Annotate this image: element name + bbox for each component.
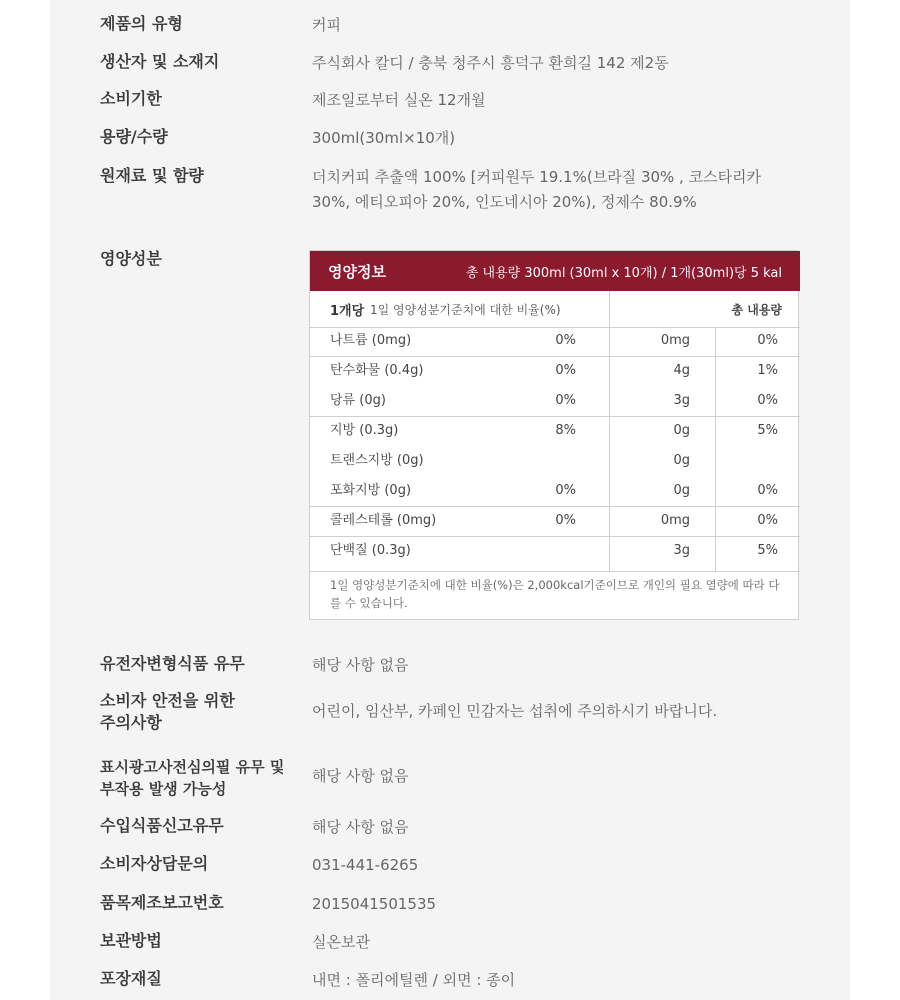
row-value: 제조일로부터 실온 12개월: [312, 91, 486, 109]
row-label: 생산자 및 소재지: [100, 52, 220, 71]
divider: [310, 356, 800, 357]
nutrient-total-pct: 0%: [757, 333, 778, 348]
row-label: 소비기한: [100, 89, 162, 108]
nutrition-title: 영양정보: [328, 263, 386, 281]
divider: [310, 416, 800, 417]
nutrient-total-pct: 0%: [757, 483, 778, 498]
nutrient-name: 포화지방 (0g): [330, 483, 412, 498]
row-value: 커피: [312, 16, 341, 34]
nutrition-footnote: 1일 영양성분기준치에 대한 비율(%)은 2,000kcal기준이므로 개인의 필요 열량에 따라 다를 수 있습니다.: [330, 578, 780, 610]
nutrient-total-pct: 5%: [757, 423, 778, 438]
divider: [310, 536, 800, 537]
nutrient-amount: 0g: [673, 453, 690, 468]
nutrient-pct: 0%: [555, 513, 576, 528]
nutrient-amount: 0mg: [660, 333, 690, 348]
nutrient-name: 지방 (0.3g): [330, 423, 399, 438]
row-value: 실온보관: [312, 933, 370, 951]
row-value: 031-441-6265: [312, 856, 419, 874]
divider: [310, 506, 800, 507]
nutrient-amount: 0g: [673, 423, 690, 438]
row-label: 용량/수량: [100, 127, 168, 146]
row-value: 어린이, 임산부, 카페인 민감자는 섭취에 주의하시기 바랍니다.: [312, 702, 718, 720]
nutrient-total-pct: 0%: [757, 393, 778, 408]
nutrient-amount: 0mg: [660, 513, 690, 528]
row-label: 유전자변형식품 유무: [100, 654, 245, 673]
row-value: 내면 : 폴리에틸렌 / 외면 : 종이: [312, 971, 516, 989]
divider: [310, 571, 800, 572]
row-label: 원재료 및 함량: [100, 166, 204, 185]
nutrition-header: [310, 251, 800, 291]
nutrient-name: 콜레스테롤 (0mg): [330, 513, 437, 528]
nutrition-table: [309, 250, 799, 620]
daily-ratio-label: 1일 영양성분기준치에 대한 비율(%): [370, 303, 561, 317]
nutrition-serving: 총 내용량 300ml (30ml x 10개) / 1개(30ml)당 5 kal: [465, 266, 782, 281]
row-label: 포장재질: [100, 969, 162, 988]
nutrient-amount: 0g: [673, 483, 690, 498]
row-label: 소비자 안전을 위한 주의사항: [100, 691, 235, 732]
row-label: 품목제조보고번호: [100, 893, 224, 912]
nutrient-pct: 0%: [555, 393, 576, 408]
nutrient-name: 탄수화물 (0.4g): [330, 363, 424, 378]
row-value: 해당 사항 없음: [312, 767, 409, 785]
nutrient-amount: 3g: [673, 543, 690, 558]
nutrient-total-pct: 1%: [757, 363, 778, 378]
nutrient-amount: 4g: [673, 363, 690, 378]
total-header: 총 내용량: [731, 303, 782, 317]
row-value: 주식회사 칼디 / 충북 청주시 흥덕구 환희길 142 제2동: [312, 54, 669, 72]
row-value: 해당 사항 없음: [312, 656, 409, 674]
nutrient-pct: 0%: [555, 363, 576, 378]
divider: [715, 327, 716, 571]
nutrient-name: 트랜스지방 (0g): [330, 453, 424, 468]
row-value: 해당 사항 없음: [312, 818, 409, 836]
nutrition-subheader: [310, 291, 800, 328]
divider: [609, 291, 610, 571]
row-value: 300ml(30ml×10개): [312, 129, 456, 147]
nutrient-name: 나트륨 (0mg): [330, 333, 412, 348]
nutrient-pct: 8%: [555, 423, 576, 438]
nutrient-pct: 0%: [555, 333, 576, 348]
row-label: 소비자상담문의: [100, 854, 209, 873]
per-unit-label: 1개당: [330, 304, 365, 319]
nutrient-amount: 3g: [673, 393, 690, 408]
nutrient-total-pct: 5%: [757, 543, 778, 558]
row-label: 수입식품신고유무: [100, 816, 224, 835]
nutrient-pct: 0%: [555, 483, 576, 498]
row-value: 더치커피 추출액 100% [커피원두 19.1%(브라질 30% , 코스타리카 30%, 에티오피아 20%, 인도네시아 20%), 정제수 80.9%: [312, 168, 762, 211]
row-label: 표시광고사전심의필 유무 및 부작용 발생 가능성: [100, 758, 285, 798]
nutrient-name: 단백질 (0.3g): [330, 543, 411, 558]
row-value: 2015041501535: [312, 895, 437, 913]
row-label: 제품의 유형: [100, 14, 183, 33]
nutrient-total-pct: 0%: [757, 513, 778, 528]
row-label: 영양성분: [100, 249, 162, 268]
nutrient-name: 당류 (0g): [330, 393, 386, 408]
row-label: 보관방법: [100, 931, 162, 950]
